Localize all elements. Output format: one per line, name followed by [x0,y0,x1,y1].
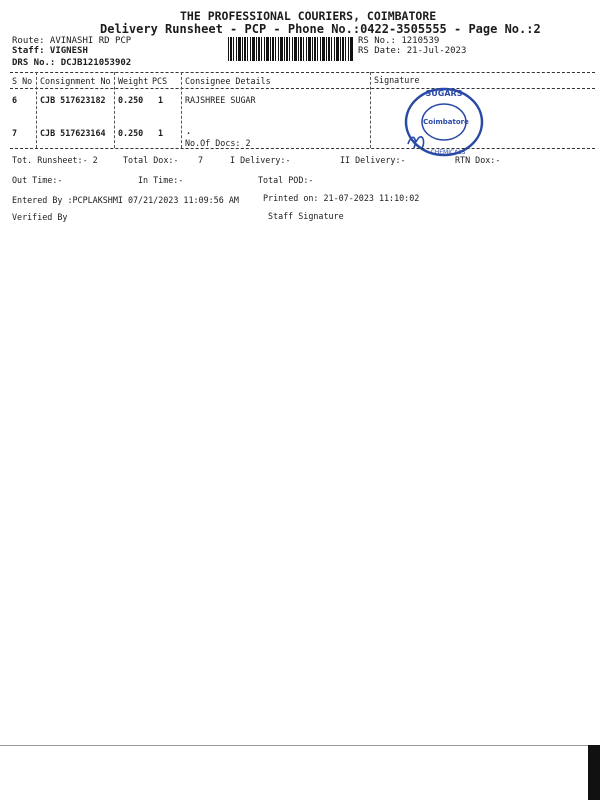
col-sep [370,72,371,148]
route-label: Route: AVINASHI RD PCP [12,36,132,46]
ii-delivery: II Delivery:- [340,155,406,165]
table-top-rule [10,72,595,73]
out-time: Out Time:- [12,175,63,185]
staff-signature: Staff Signature [268,211,344,221]
in-time: In Time:- [138,175,184,185]
row-pcs: 1 [158,95,164,105]
tot-runsheet: Tot. Runsheet:- 2 [12,155,98,165]
total-dox-value: 7 [198,155,204,165]
header-consignee: Consignee Details [185,76,271,86]
row-sno: 7 [12,128,18,138]
col-sep [114,72,115,148]
rs-date: RS Date: 21-Jul-2023 [358,46,467,56]
total-pod: Total POD:- [258,175,314,185]
stamp-text-bottom: CHEMICALS [430,149,466,156]
header-consignment: Consignment No [40,76,111,86]
rtn-dox: RTN Dox:- [455,155,501,165]
table-bottom-rule [10,148,595,149]
col-sep [36,72,37,148]
row-consignment: CJB 517623164 [40,128,106,138]
no-of-docs: No.Of Docs: 2 [185,138,251,148]
staff-label: Staff: VIGNESH [12,46,88,56]
row-consignee: RAJSHREE SUGAR [185,95,256,105]
row-consignee: . [186,126,192,136]
header-weight: Weight [118,76,149,86]
row-sno: 6 [12,95,18,105]
barcode [228,37,353,61]
entered-by: Entered By :PCPLAKSHMI 07/21/2023 11:09:56 AM [12,195,239,205]
drs-number: DRS No.: DCJB121053902 [12,58,132,68]
header-signature: Signature [374,75,420,85]
i-delivery: I Delivery:- [230,155,291,165]
col-sep [181,72,182,148]
stamp-text-mid: Coimbatore [423,118,469,126]
header-pcs: PCS [152,76,168,86]
scan-edge-bar [588,745,600,800]
stamp-text-top: SUGARS [425,89,463,98]
row-consignment: CJB 517623182 [40,95,106,105]
table-header-rule [10,88,595,89]
row-weight: 0.250 [118,95,144,105]
total-dox-label: Total Dox:- [123,155,179,165]
company-title: THE PROFESSIONAL COURIERS, COIMBATORE [180,9,437,23]
row-pcs: 1 [158,128,164,138]
header-sno: S No [12,76,33,86]
rs-number: RS No.: 1210539 [358,36,440,46]
scan-edge [0,745,588,746]
runsheet-subtitle: Delivery Runsheet - PCP - Phone No.:0422-3505555 - Page No.:2 [100,22,541,36]
printed-on: Printed on: 21-07-2023 11:10:02 [263,193,420,203]
row-weight: 0.250 [118,128,144,138]
verified-by: Verified By [12,212,68,222]
